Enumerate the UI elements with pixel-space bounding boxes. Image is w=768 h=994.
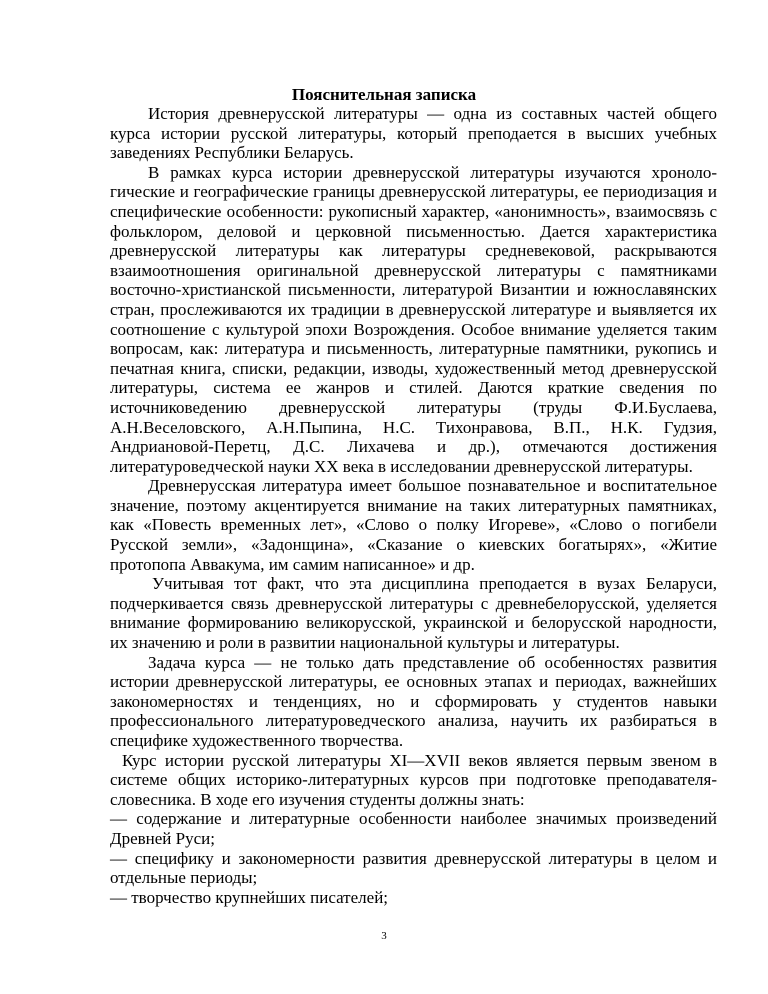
paragraph-course-position: Курс истории русской литературы XI—XVII веков является первым звеном в системе общих историко-литературных курсов при подготовке преподавателя-словесника. В ходе его изучения студенты должны знать:: [110, 750, 717, 809]
document-body: [110, 104, 717, 907]
paragraph-belarus-connection: Учитывая тот факт, что эта дисциплина преподается в вузах Беларуси, подчеркивается связь древнерусской литературы с древнебелорусской, уделяется внимание формированию великорусской, украинской и белорусской народности, их значению и роли в развитии национальной культуры и литературы.: [110, 574, 717, 653]
paragraph-educational-value: Древнерусская литература имеет большое познавательное и воспитательное значение, поэтому акцентируется внимание на таких литературных памятниках, как «Повесть временных лет», «Слово о полку Игореве», «Слово о погибели Русской земли», «Задонщина», «Сказание о киевских богатырях», «Житие протопопа Аввакума, им самим написанное» и др.: [110, 476, 717, 574]
list-item: — специфику и закономерности развития древнерусской литературы в целом и отдельные периоды;: [110, 848, 717, 888]
page-number: 3: [381, 930, 387, 942]
list-item: — творчество крупнейших писателей;: [110, 887, 389, 907]
list-item: — содержание и литературные особенности наиболее значимых произведений Древней Руси;: [110, 809, 717, 848]
paragraph-course-scope: В рамках курса истории древнерусской литературы изучаются хронологические и географические границы древнерусской литературы, ее периодизация и специфические особенности: рукописный характер, «анонимность», взаимосвязь с фольклором, деловой и церковной письменностью. Дается характеристика древнерусской литературы как литературы средневековой, раскрываются взаимоотношения оригинальной древнерусской литературы с памятниками восточно-христианской письменности, литературой Византии и южнославянских стран, прослеживаются их традиции в древнерусской литературе и выявляется их соотношение с культурой эпохи Возрождения. Особое внимание уделяется таким вопросам, как: литература и письменность, литературные памятники, рукопись и печатная книга, списки, редакции, изводы, художественный метод древнерусской литературы, система ее жанров и стилей. Даются краткие сведения по источниковедению древнерусской литературы (труды Ф.И.Буслаева, А.Н.Веселовского, А.Н.Пыпина, Н.С. Тихонравова, В.П., Н.К. Гудзия, Андриановой-Перетц, Д.С. Лихачева и др.), отмечаются достижения литературоведческой науки XX века в исследовании древнерусской литературы.: [110, 162, 717, 476]
page-title: Пояснительная записка: [291, 85, 477, 104]
paragraph-intro: История древнерусской литературы — одна из составных частей общего курса истории русской литературы, который преподается в высших учебных заведениях Республики Беларусь.: [110, 104, 717, 163]
paragraph-course-goal: Задача курса — не только дать представление об особенностях развития истории древнерусской литературы, ее основных этапах и периодах, важнейших закономерностях и тенденциях, но и сформировать у студентов навыки профессионального литературоведческого анализа, научить их разбираться в специфике художественного творчества.: [110, 652, 717, 750]
